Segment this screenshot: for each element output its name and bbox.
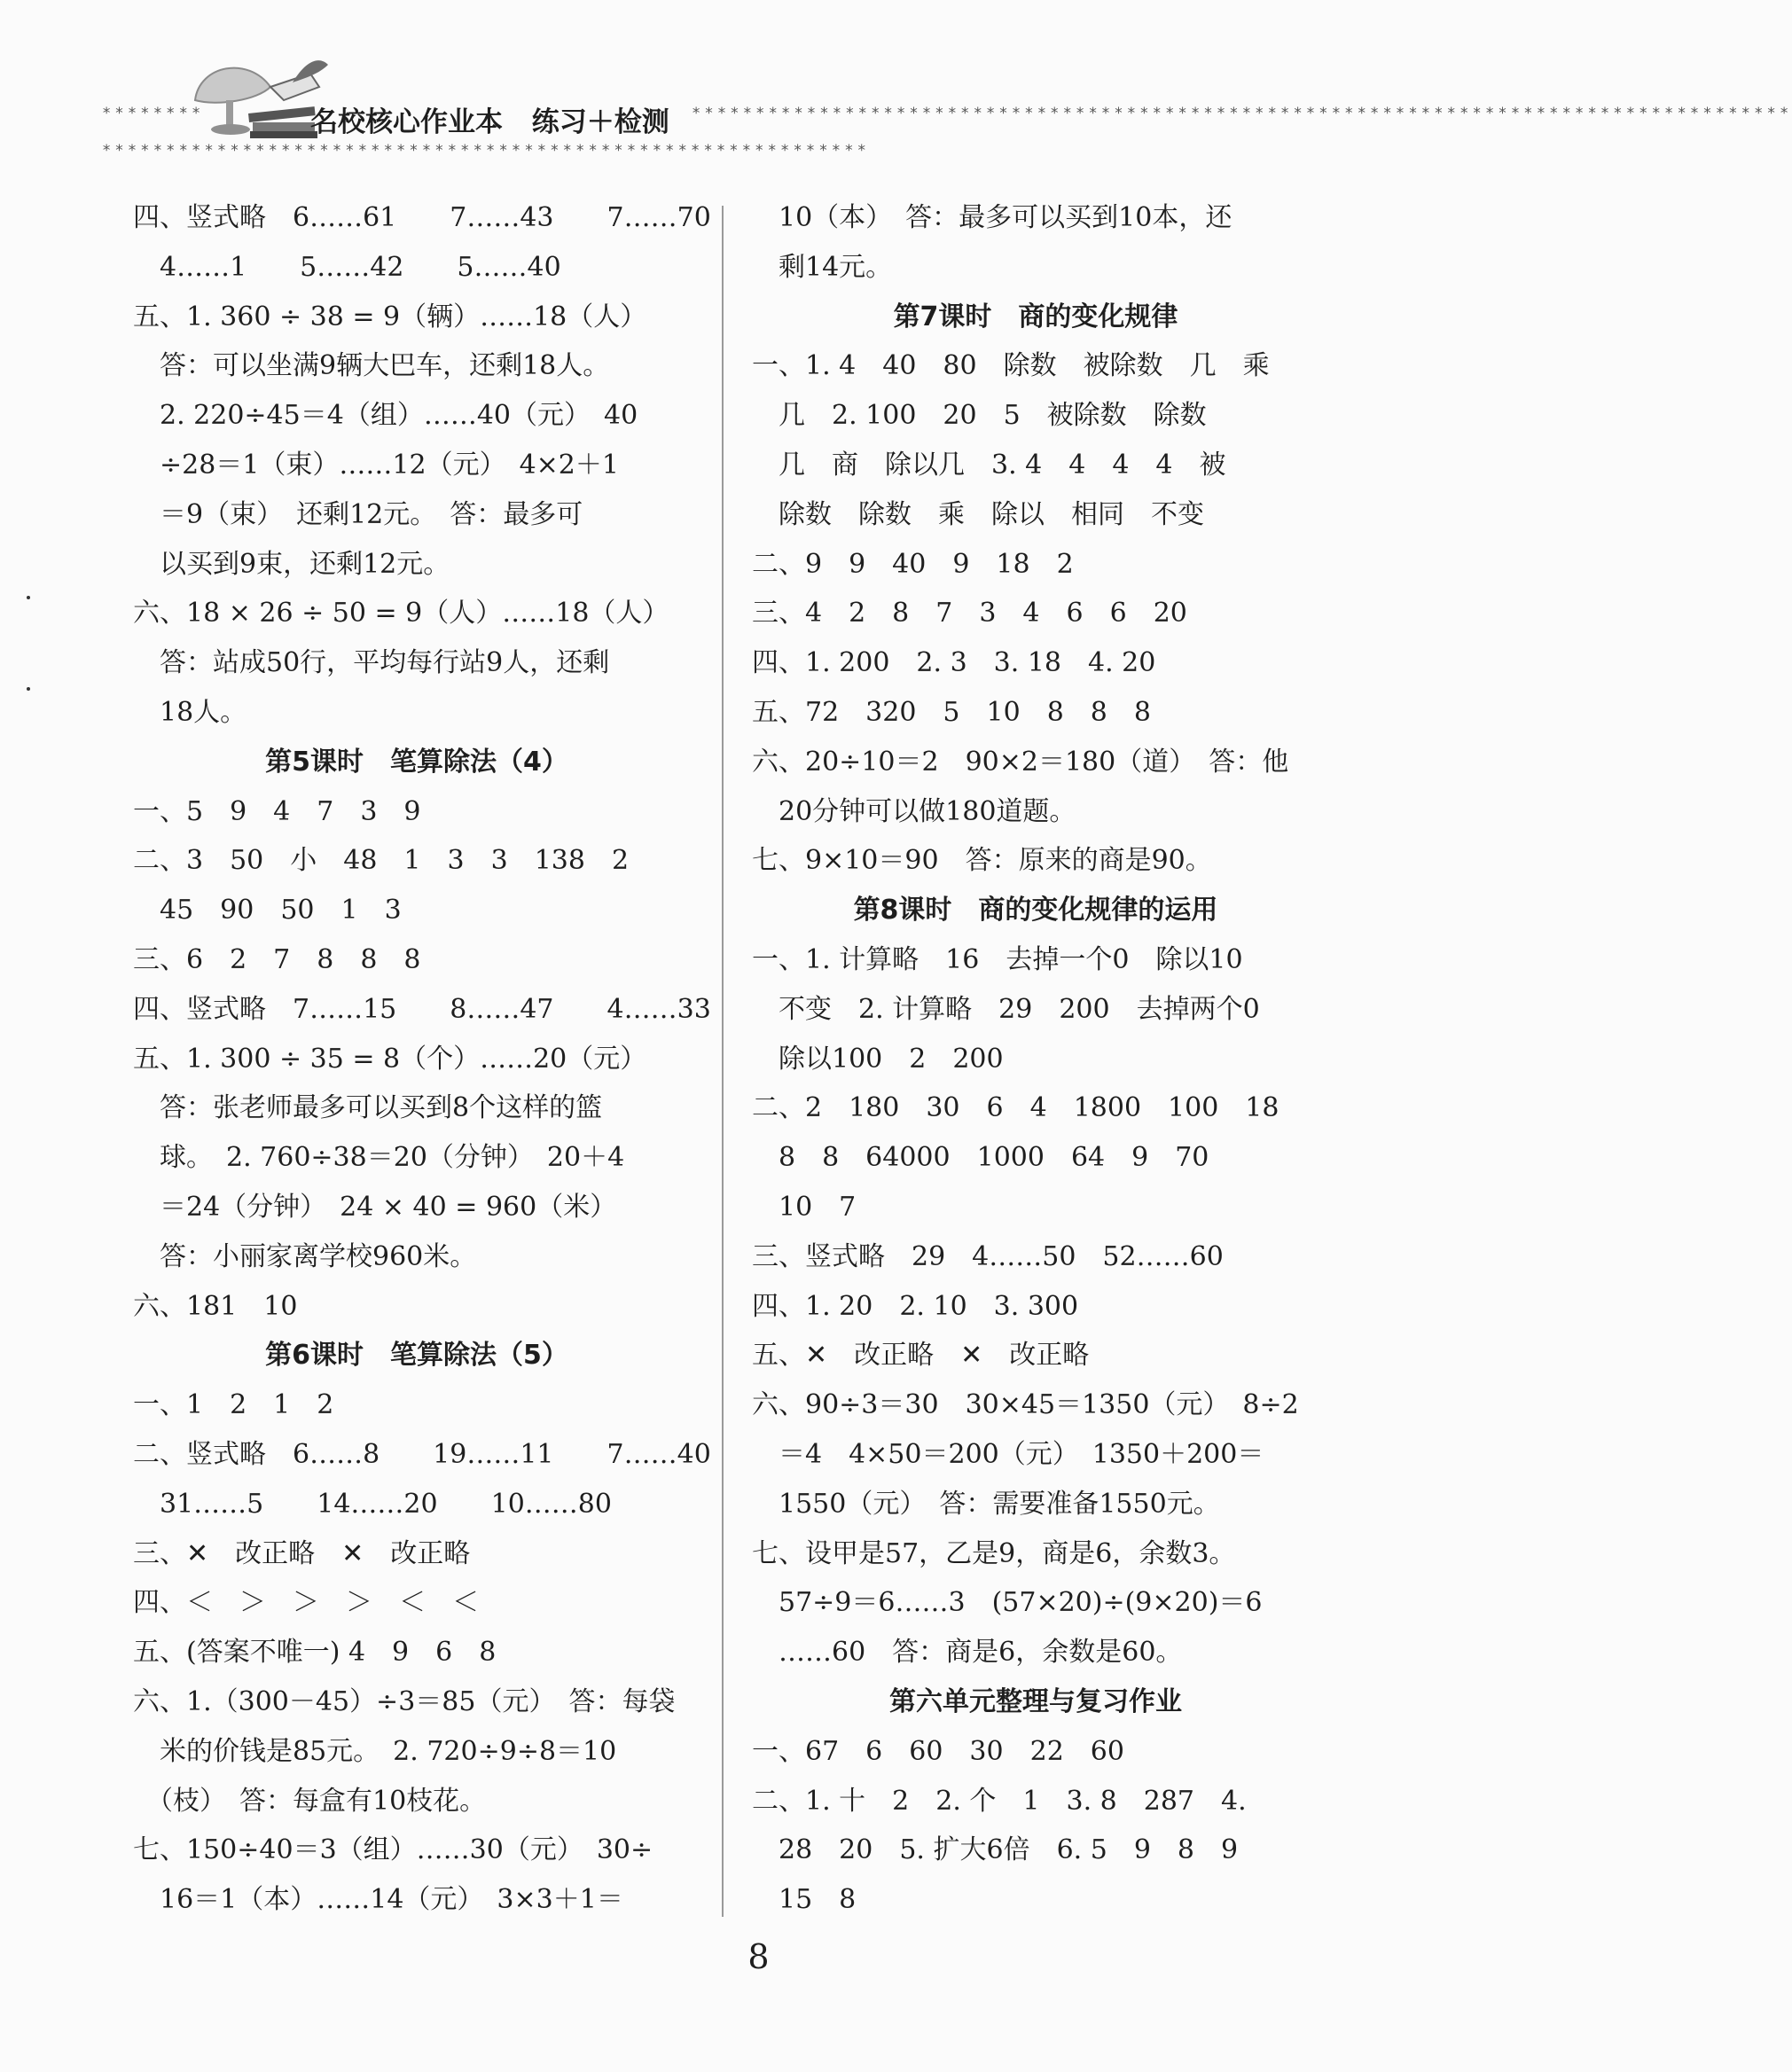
- answer-line: 五、1. 300 ÷ 35 = 8（个）……20（元）: [133, 1043, 647, 1075]
- lesson-title: 第5课时 笔算除法（4）: [265, 746, 568, 778]
- left-answer-column: [133, 193, 711, 1925]
- scan-speck: [27, 687, 30, 691]
- answer-line: 一、1. 4 40 80 除数 被除数 几 乘: [752, 350, 1270, 382]
- answer-line: 二、竖式略 6……8 19……11 7……40: [133, 1438, 711, 1470]
- answer-line: ＝24（分钟） 24 × 40 = 960（米）: [133, 1191, 617, 1223]
- answer-line: 31……5 14……20 10……80: [133, 1488, 612, 1520]
- answer-line: 28 20 5. 扩大6倍 6. 5 9 8 9: [752, 1834, 1239, 1866]
- answer-line: 答：张老师最多可以买到8个这样的篮: [133, 1092, 603, 1124]
- header-dots-top-right: **************************************************************************************: [692, 105, 1792, 122]
- answer-line: 四、1. 200 2. 3 3. 18 4. 20: [752, 647, 1156, 679]
- header-brand: [310, 99, 669, 139]
- answer-line: ……60 答：商是6，余数是60。: [752, 1637, 1183, 1669]
- answer-line: 三、✕ 改正略 ✕ 改正略: [133, 1537, 471, 1569]
- right-answer-column: [752, 193, 1319, 1925]
- lesson-title: 第6课时 笔算除法（5）: [265, 1340, 568, 1372]
- lesson-title: 第7课时 商的变化规律: [893, 301, 1178, 332]
- answer-line: 七、9×10＝90 答：原来的商是90。: [752, 845, 1212, 877]
- page-number: 8: [747, 1937, 770, 1976]
- column-divider: [722, 206, 724, 1917]
- answer-line: 二、3 50 小 48 1 3 3 138 2: [133, 845, 630, 877]
- page-header: [0, 0, 1792, 168]
- answer-line: ＝4 4×50＝200（元） 1350＋200＝: [752, 1438, 1264, 1470]
- answer-line: 二、1. 十 2 2. 个 1 3. 8 287 4.: [752, 1785, 1247, 1817]
- answer-line: 一、1. 计算略 16 去掉一个0 除以10: [752, 943, 1243, 975]
- answer-line: 一、67 6 60 30 22 60: [752, 1735, 1124, 1767]
- answer-line: 10 7: [752, 1191, 857, 1223]
- answer-line: 20分钟可以做180道题。: [752, 795, 1076, 827]
- answer-line: 六、20÷10＝2 90×2＝180（道） 答：他: [752, 746, 1289, 778]
- answer-line: 57÷9＝6……3 (57×20)÷(9×20)＝6: [752, 1587, 1263, 1619]
- lesson-title: 第六单元整理与复习作业: [889, 1685, 1182, 1717]
- answer-line: 五、(答案不唯一) 4 9 6 8: [133, 1637, 497, 1669]
- answer-line: 四、竖式略 6……61 7……43 7……70: [133, 202, 711, 233]
- brand-subtitle: 练习＋检测: [531, 106, 669, 138]
- answer-line: 2. 220÷45＝4（组）……40（元） 40: [133, 400, 638, 432]
- answer-line: 三、竖式略 29 4……50 52……60: [752, 1240, 1224, 1272]
- answer-line: 一、5 9 4 7 3 9: [133, 795, 421, 827]
- answer-line: 五、72 320 5 10 8 8 8: [752, 696, 1151, 728]
- answer-line: 8 8 64000 1000 64 9 70: [752, 1142, 1209, 1174]
- answer-line: 五、1. 360 ÷ 38 = 9（辆）……18（人）: [133, 301, 647, 332]
- answer-line: 六、18 × 26 ÷ 50 = 9（人）……18（人）: [133, 598, 669, 629]
- header-dots-top-left: ********: [102, 105, 205, 122]
- brand-title: 名校核心作业本: [310, 106, 503, 138]
- answer-line: 几 商 除以几 3. 4 4 4 4 被: [752, 449, 1226, 481]
- answer-line: 球。 2. 760÷38＝20（分钟） 20＋4: [133, 1142, 625, 1174]
- answer-line: 七、设甲是57，乙是9，商是6，余数3。: [752, 1537, 1236, 1569]
- answer-line: 不变 2. 计算略 29 200 去掉两个0: [752, 993, 1260, 1025]
- answer-line: 10（本） 答：最多可以买到10本，还: [752, 202, 1232, 233]
- answer-line: 4……1 5……42 5……40: [133, 251, 561, 283]
- answer-line: 45 90 50 1 3: [133, 895, 402, 927]
- answer-line: 二、2 180 30 6 4 1800 100 18: [752, 1092, 1279, 1124]
- lesson-title: 第8课时 商的变化规律的运用: [853, 895, 1218, 927]
- header-dots-bottom: ************************************************************: [102, 142, 871, 160]
- answer-line: 除以100 2 200: [752, 1043, 1004, 1075]
- answer-line: 16＝1（本）……14（元） 3×3＋1＝: [133, 1884, 623, 1916]
- answer-line: 几 2. 100 20 5 被除数 除数: [752, 400, 1207, 432]
- answer-line: 四、竖式略 7……15 8……47 4……33: [133, 993, 711, 1025]
- answer-line: 五、✕ 改正略 ✕ 改正略: [752, 1340, 1090, 1372]
- answer-line: 一、1 2 1 2: [133, 1389, 334, 1421]
- answer-line: 六、1.（300－45）÷3＝85（元） 答：每袋: [133, 1685, 676, 1717]
- answer-line: 答：站成50行，平均每行站9人，还剩: [133, 647, 610, 679]
- answer-line: 1550（元） 答：需要准备1550元。: [752, 1488, 1220, 1520]
- answer-line: 四、1. 20 2. 10 3. 300: [752, 1290, 1079, 1322]
- answer-line: 二、9 9 40 9 18 2: [752, 548, 1074, 580]
- answer-line: ÷28＝1（束）……12（元） 4×2＋1: [133, 449, 619, 481]
- answer-line: 四、＜ ＞ ＞ ＞ ＜ ＜: [133, 1587, 479, 1619]
- answer-line: 三、6 2 7 8 8 8: [133, 943, 421, 975]
- answer-line: 六、90÷3＝30 30×45＝1350（元） 8÷2: [752, 1389, 1299, 1421]
- answer-line: （枝） 答：每盒有10枝花。: [133, 1785, 487, 1817]
- answer-line: 除数 除数 乘 除以 相同 不变: [752, 498, 1204, 530]
- answer-line: 三、4 2 8 7 3 4 6 6 20: [752, 598, 1187, 629]
- answer-line: 六、181 10: [133, 1290, 298, 1322]
- answer-line: 答：可以坐满9辆大巴车，还剩18人。: [133, 350, 610, 382]
- answer-line: 18人。: [133, 696, 247, 728]
- answer-line: ＝9（束） 还剩12元。 答：最多可: [133, 498, 583, 530]
- answer-line: 七、150÷40＝3（组）……30（元） 30÷: [133, 1834, 653, 1866]
- answer-line: 剩14元。: [752, 251, 893, 283]
- answer-line: 答：小丽家离学校960米。: [133, 1240, 477, 1272]
- answer-line: 米的价钱是85元。 2. 720÷9÷8＝10: [133, 1735, 617, 1767]
- scan-speck: [27, 596, 30, 599]
- answer-line: 以买到9束，还剩12元。: [133, 548, 450, 580]
- answer-line: 15 8: [752, 1884, 857, 1916]
